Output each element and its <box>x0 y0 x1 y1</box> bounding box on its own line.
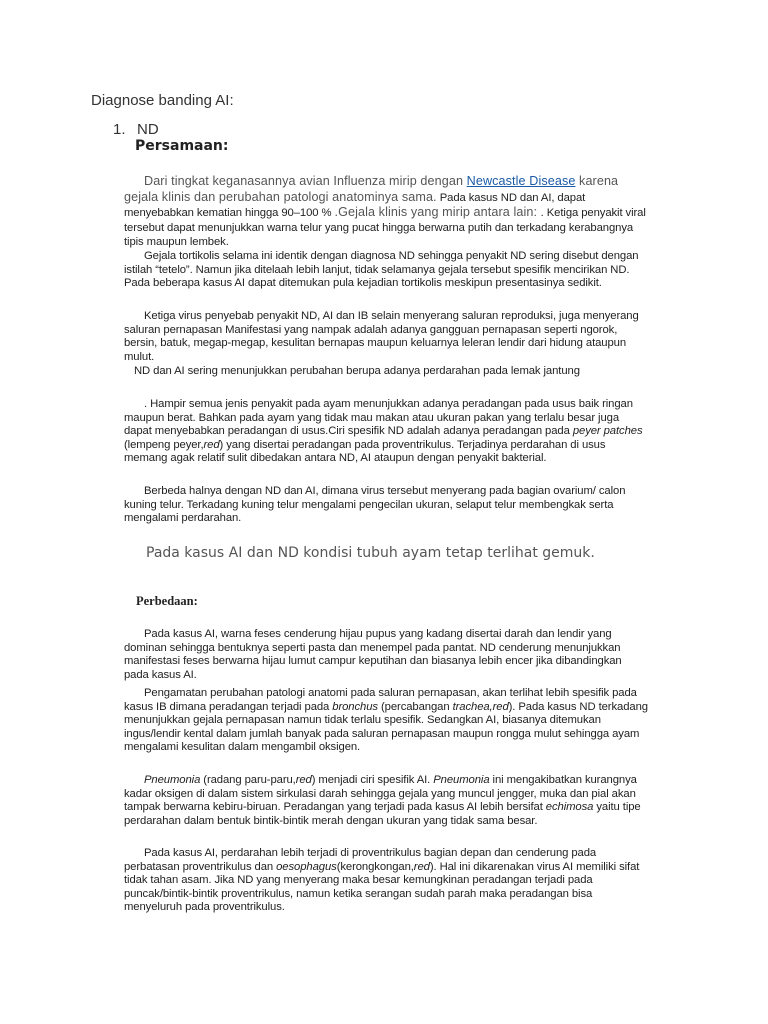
paragraph-text: . Ketiga penyakit viral tersebut dapat menunjukkan warna telur yang pucat hingga berwarna putih dan terkadang kerabangnya tipis maupun lembek. <box>124 207 646 248</box>
paragraph-text: Pengamatan perubahan patologi anatomi pada saluran pernapasan, akan terlihat lebih spesifik pada kasus IB dimana peradangan terjadi pada <box>124 687 637 713</box>
italic-term: red <box>295 774 312 786</box>
page-title: Diagnose banding AI: <box>91 92 234 109</box>
body-condition-note: Pada kasus AI dan ND kondisi tubuh ayam tetap terlihat gemuk. <box>146 545 595 561</box>
paragraph-feces: Pada kasus AI, warna feses cenderung hijau pupus yang kadang disertai darah dan lendir yang dominan sehingga bentuknya seperti pasta dan menempel pada pantat. ND cenderung menunjukkan manifestasi feses berwarna hijau lumut campur keputihan dan biasanya lebih encer jika dibandingkan pada kasus AI. <box>124 628 622 681</box>
paragraph-similarity-intro <box>124 174 648 250</box>
paragraph-text: karena gejala klinis dan perubahan patologi anatominya sama. <box>124 174 619 204</box>
italic-term: trachea,red <box>452 700 509 713</box>
italic-term: echimosa <box>545 801 594 814</box>
paragraph-ovarium: Berbeda halnya dengan ND dan AI, dimana virus tersebut menyerang pada bagian ovarium/ calon kuning telur. Terkadang kuning telur mengalami pengecilan ukuran, selaput telur membengkak serta mengalami perdarahan. <box>124 485 626 525</box>
paragraph-pathology <box>124 687 648 755</box>
italic-term: bronchus <box>332 700 378 713</box>
italic-term: peyer patches <box>572 425 643 438</box>
differences-heading: Perbedaan: <box>136 594 198 608</box>
newcastle-disease-link[interactable]: Newcastle Disease <box>466 174 576 188</box>
list-item-title: ND <box>137 121 159 138</box>
similarities-heading: Persamaan: <box>135 138 229 154</box>
paragraph-intestine <box>124 398 648 466</box>
paragraph-text: . Hampir semua jenis penyakit pada ayam menunjukkan adanya peradangan pada usus baik ringan maupun berat. Bahkan pada ayam yang tidak mau makan atau ukuran pakan yang terlalu besar juga dapat menyebabkan peradangan di usus.Ciri spesifik ND adalah adanya peradangan pada <box>124 398 633 438</box>
italic-term: red <box>413 860 430 873</box>
paragraph-text: Dari tingkat keganasannya avian Influenza mirip dengan <box>144 174 467 188</box>
paragraph-text: (kerongkongan, <box>336 860 414 873</box>
paragraph-text: (lempeng peyer, <box>124 438 204 451</box>
paragraph-text: ) menjadi ciri spesifik AI. <box>311 774 434 786</box>
italic-term: oesophagus <box>276 860 337 873</box>
paragraph-text: ) yang disertai peradangan pada proventrikulus. Terjadinya perdarahan di usus memang agak relatif sulit dibedakan antara ND, AI ataupun dengan penyakit bakterial. <box>124 438 606 465</box>
paragraph-tortikolis: Gejala tortikolis selama ini identik dengan diagnosa ND sehingga penyakit ND sering disebut dengan istilah “tetelo”. Namun jika ditelaah lebih lanjut, tidak selamanya gejala tersebut spesifik mencirikan ND. Pada beberapa kasus AI dapat ditemukan pula kejadian tortikolis meskipun presentasinya sedikit. <box>124 250 639 290</box>
paragraph-text: ini mengakibatkan kurangnya kadar oksigen di dalam sistem sirkulasi darah sehingga gejala yang muncul jengger, muka dan pial akan tampak berwarna kebiru-biruan. Peradangan yang terjadi pada kasus AI lebih bersifat <box>124 774 637 814</box>
paragraph-text: ). Hal ini dikarenakan virus AI memiliki sifat tidak tahan asam. Jika ND yang menyerang maka besar kemungkinan peradangan terjadi pada puncak/bintik-bintik proventrikulus, namun ketika serangan sudah parah maka peradangan bisa menyeluruh pada proventrikulus. <box>124 860 640 914</box>
paragraph-text: (percabangan <box>377 700 453 713</box>
paragraph-text: (radang paru-paru, <box>200 774 296 786</box>
paragraph-text: Pada kasus AI, perdarahan lebih terjadi di proventrikulus bagian depan dan cenderung pada perbatasan proventrikulus dan <box>124 847 597 873</box>
list-item-number: 1. <box>113 121 126 138</box>
paragraph-proventrikulus <box>124 847 648 915</box>
paragraph-text: Pada kasus ND dan AI, dapat menyebabkan kematian hingga 90–100 % <box>124 191 586 219</box>
paragraph-text: ). Pada kasus ND terkadang menunjukkan gejala pernapasan namun tidak terlalu spesifik. Sedangkan AI, biasanya ditemukan ingus/lendir kental dalam jumlah banyak pada saluran pernapasan maupun rongga mulut sehingga ayam mengalami kesulitan dalam mengambil oksigen. <box>124 700 648 754</box>
paragraph-text: .Gejala klinis yang mirip antara lain: <box>334 205 541 219</box>
paragraph-respiratory: Ketiga virus penyebab penyakit ND, AI dan IB selain menyerang saluran reproduksi, juga menyerang saluran pernapasan Manifestasi yang nampak adalah adanya gangguan pernapasan seperti ngorok, bersin, batuk, megap-megap, kesulitan bernapas maupun keluarnya leleran lendir dari hidung ataupun mulut. <box>124 310 639 363</box>
italic-term: red <box>203 438 220 451</box>
paragraph-pneumonia <box>124 774 648 828</box>
paragraph-heart-fat: ND dan AI sering menunjukkan perubahan berupa adanya perdarahan pada lemak jantung <box>134 365 580 377</box>
italic-term: Pneumonia <box>433 774 490 786</box>
italic-term: Pneumonia <box>144 774 201 786</box>
paragraph-text: yaitu tipe perdarahan dalam bentuk bintik-bintik merah dengan ukuran yang tidak sama besar. <box>124 801 641 827</box>
